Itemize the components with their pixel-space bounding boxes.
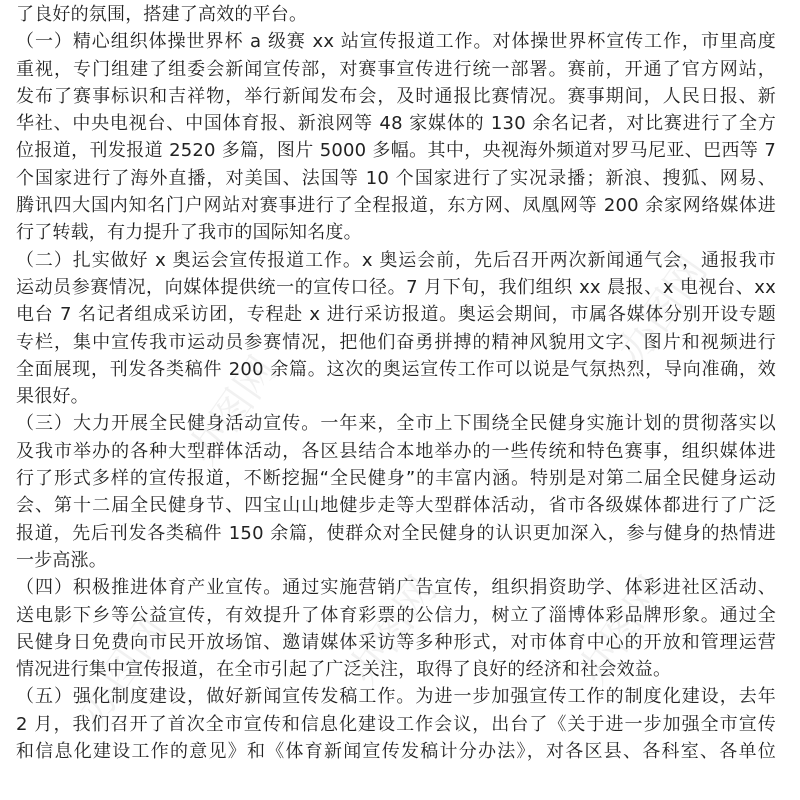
paragraph <box>16 28 776 246</box>
paragraph <box>16 410 776 574</box>
paragraph <box>16 683 776 765</box>
text-line: 民健身日免费向市民开放场馆、邀请媒体采访等多种形式，对市体育中心的开放和管理运营 <box>16 631 776 653</box>
document-body <box>16 1 776 765</box>
text-line: 2 月，我们召开了首次全市宣传和信息化建设工作会议，出台了《关于进一步加强全市宣传 <box>16 713 776 735</box>
watermark: 办图网 <box>569 568 677 693</box>
text-line: 报道，先后刊发各类稿件 150 余篇，使群众对全民健身的认识更加深入，参与健身的热情进 <box>16 522 776 544</box>
text-line: 位报道，刊发报道 2520 多篇，图片 5000 多幅。其中，央视海外频道对罗马尼亚、巴西等 7 <box>16 140 776 162</box>
paragraph <box>16 247 776 411</box>
text-line: 送电影下乡等公益宣传，有效提升了体育彩票的公信力，树立了淄博体彩品牌形象。通过全 <box>16 604 776 626</box>
text-line: （二）扎实做好 x 奥运会宣传报道工作。x 奥运会前，先后召开两次新闻通气会，通报我市 <box>16 249 776 271</box>
text-line: （一）精心组织体操世界杯 a 级赛 xx 站宣传报道工作。对体操世界杯宣传工作，市里高度 <box>16 31 776 53</box>
text-line: 腾讯四大国内知名门户网站对赛事进行了全程报道，东方网、凤凰网等 200 余家网络媒体进 <box>16 195 776 217</box>
paragraph <box>16 1 776 28</box>
text-line: 运动员参赛情况，向媒体提供统一的宣传口径。7 月下旬，我们组织 xx 晨报、x 电视台、xx <box>16 276 776 298</box>
text-line: 专栏，集中宣传我市运动员参赛情况，把他们奋勇拼搏的精神风貌用文字、图片和视频进行 <box>16 331 776 353</box>
watermark: 办图网 <box>69 608 177 733</box>
text-line: （三）大力开展全民健身活动宣传。一年来，全市上下围绕全民健身实施计划的贯彻落实以 <box>16 413 776 435</box>
text-line: 全面展现，刊发各类稿件 200 余篇。这次的奥运宣传工作可以说是气氛热烈，导向准确，效 <box>16 358 776 380</box>
paragraph <box>16 574 776 683</box>
text-line: 一步高涨。 <box>16 549 107 571</box>
text-line: 和信息化建设工作的意见》和《体育新闻宣传发稿计分办法》，对各区县、各科室、各单位 <box>16 741 776 763</box>
text-line: 行了转载，有力提升了我市的国际知名度。 <box>16 222 362 244</box>
text-line: 电台 7 名记者组成采访团，专程赴 x 进行采访报道。奥运会期间，市属各媒体分别开设专题 <box>16 304 776 326</box>
watermark: 办图网 <box>339 568 447 693</box>
text-line: 情况进行集中宣传报道，在全市引起了广泛关注，取得了良好的经济和社会效益。 <box>16 659 672 681</box>
text-line: 华社、中央电视台、中国体育报、新浪网等 48 家媒体的 130 余名记者，对比赛进行了全方 <box>16 113 776 135</box>
watermark: 办图网 <box>179 348 287 473</box>
text-line: 行了形式多样的宣传报道，不断挖掘“全民健身”的丰富内涵。特别是对第二届全民健身运动 <box>16 468 776 490</box>
text-line: （四）积极推进体育产业宣传。通过实施营销广告宣传，组织捐资助学、体彩进社区活动、 <box>16 577 776 599</box>
text-line: （五）强化制度建设，做好新闻宣传发稿工作。为进一步加强宣传工作的制度化建设，去年 <box>16 686 776 708</box>
text-line: 会、第十二届全民健身节、四宝山山地健步走等大型群体活动，省市各级媒体都进行了广泛 <box>16 495 776 517</box>
text-line: 及我市举办的各种大型群体活动，各区县结合本地举办的一些传统和特色赛事，组织媒体进 <box>16 440 776 462</box>
text-line: 了良好的氛围，搭建了高效的平台。 <box>16 4 308 25</box>
text-line: 发布了赛事标识和吉祥物，举行新闻发布会，及时通报比赛情况。赛事期间，人民日报、新 <box>16 85 776 107</box>
text-line: 个国家进行了海外直播，对美国、法国等 10 个国家进行了实况录播；新浪、搜狐、网易、 <box>16 167 776 189</box>
text-line: 重视，专门组建了组委会新闻宣传部，对赛事宣传进行统一部署。赛前，开通了官方网站， <box>16 58 776 80</box>
text-line: 果很好。 <box>16 386 89 408</box>
watermark: 办图网 <box>609 248 717 373</box>
